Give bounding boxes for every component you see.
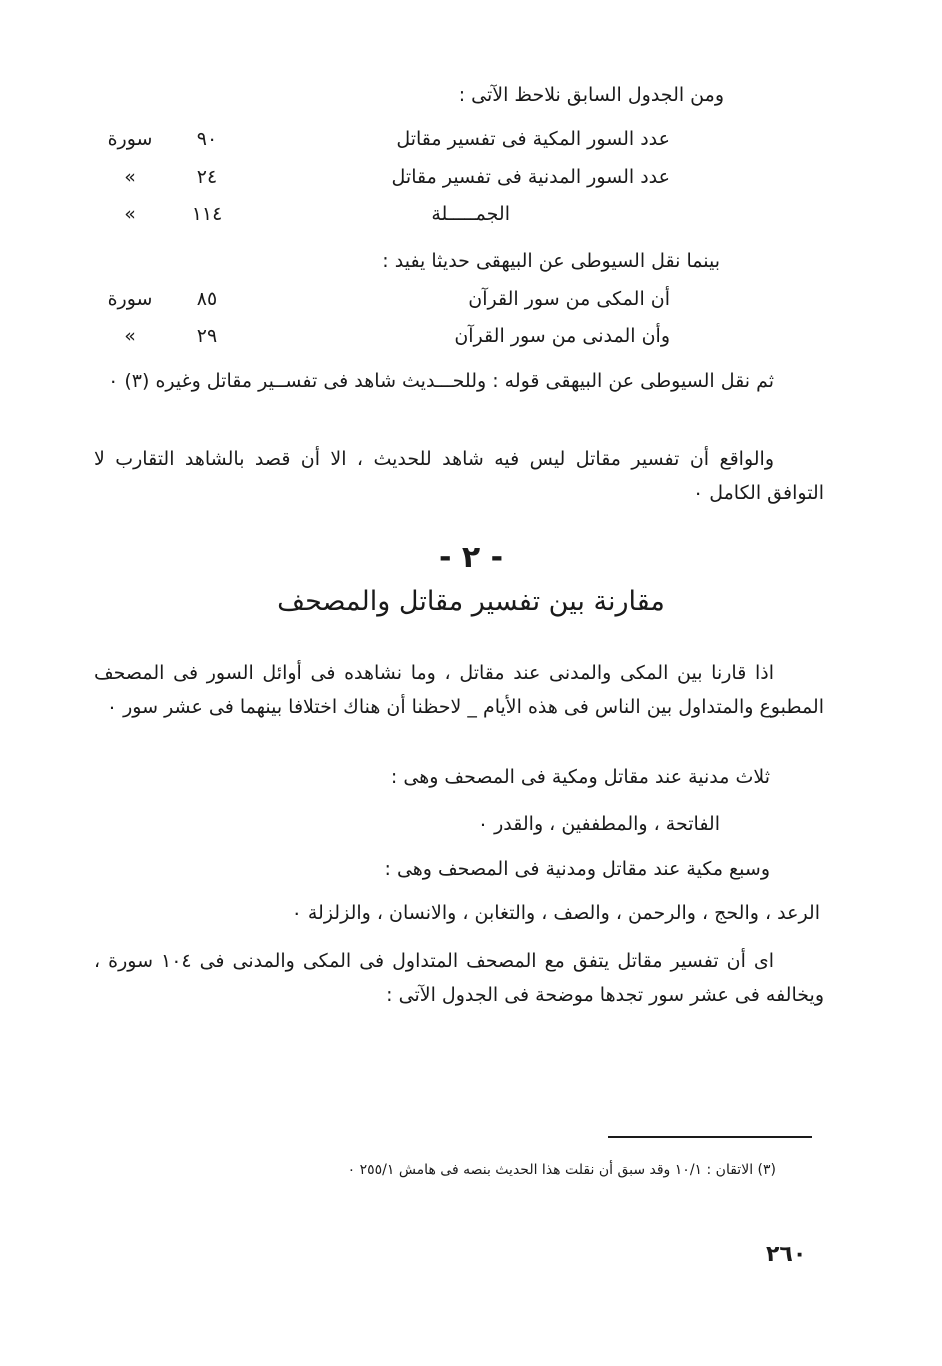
intro-line: ومن الجدول السابق نلاحظ الآتى : <box>458 84 724 106</box>
row-label: أن المكى من سور القرآن <box>468 288 670 310</box>
row-unit: سورة <box>107 288 153 310</box>
three-madani-list: الفاتحة ، والمطففين ، والقدر ٠ <box>477 813 720 835</box>
footnote-divider <box>608 1136 812 1138</box>
seven-makki-intro: وسبع مكية عند مقاتل ومدنية فى المصحف وهى : <box>384 858 770 880</box>
row-value: ١١٤ <box>191 203 223 225</box>
three-madani-intro: ثلاث مدنية عند مقاتل ومكية فى المصحف وهى : <box>390 766 770 788</box>
row-value: ٢٤ <box>196 166 218 188</box>
row-label: عدد السور المكية فى تفسير مقاتل <box>396 128 670 150</box>
row-unit: » <box>124 166 136 188</box>
paragraph-suyuti: ثم نقل السيوطى عن البيهقى قوله : وللحـــديث شاهد فى تفســير مقاتل وغيره (٣) ٠ <box>108 370 774 392</box>
section-number: - ٢ - <box>438 540 504 575</box>
row-value: ٩٠ <box>196 128 218 150</box>
row-label: عدد السور المدنية فى تفسير مقاتل <box>391 166 670 188</box>
row-value: ٨٥ <box>196 288 218 310</box>
paragraph-comparison: اذا قارنا بين المكى والمدنى عند مقاتل ، وما نشاهده فى أوائل السور فى المصحف المطبوع والمتداول بين الناس فى هذه الأيام _ لاحظنا أن هناك اختلافا بينهما فى عشر سور ٠ <box>94 662 824 718</box>
table-row <box>100 288 680 314</box>
row-label: وأن المدنى من سور القرآن <box>454 325 670 347</box>
table-row <box>100 203 680 229</box>
page-number: ٢٦٠ <box>766 1242 807 1267</box>
table-row <box>100 166 680 192</box>
table-row <box>100 325 680 351</box>
row-label: الجمـــــلة <box>431 203 510 225</box>
paragraph-agreement: اى أن تفسير مقاتل يتفق مع المصحف المتداول فى المكى والمدنى فى ١٠٤ سورة ، ويخالفه فى عشر سور تجدها موضحة فى الجدول الآتى : <box>94 950 824 1006</box>
row-unit: » <box>124 325 136 347</box>
paragraph-reality: والواقع أن تفسير مقاتل ليس فيه شاهد للحديث ، الا أن قصد بالشاهد التقارب لا التوافق الكامل ٠ <box>94 448 824 504</box>
row-unit: » <box>124 203 136 225</box>
row-unit: سورة <box>107 128 153 150</box>
seven-makki-list: الرعد ، والحج ، والرحمن ، والصف ، والتغابن ، والانسان ، والزلزلة ٠ <box>291 902 820 924</box>
row-value: ٢٩ <box>196 325 218 347</box>
bayhaqi-intro: بينما نقل السيوطى عن البيهقى حديثا يفيد : <box>382 250 720 272</box>
section-title: مقارنة بين تفسير مقاتل والمصحف <box>277 586 665 617</box>
footnote: (٣) الاتقان : ١٠/١ وقد سبق أن نقلت هذا الحديث بنصه فى هامش ٢٥٥/١ ٠ <box>347 1162 776 1178</box>
table-row <box>100 128 680 154</box>
